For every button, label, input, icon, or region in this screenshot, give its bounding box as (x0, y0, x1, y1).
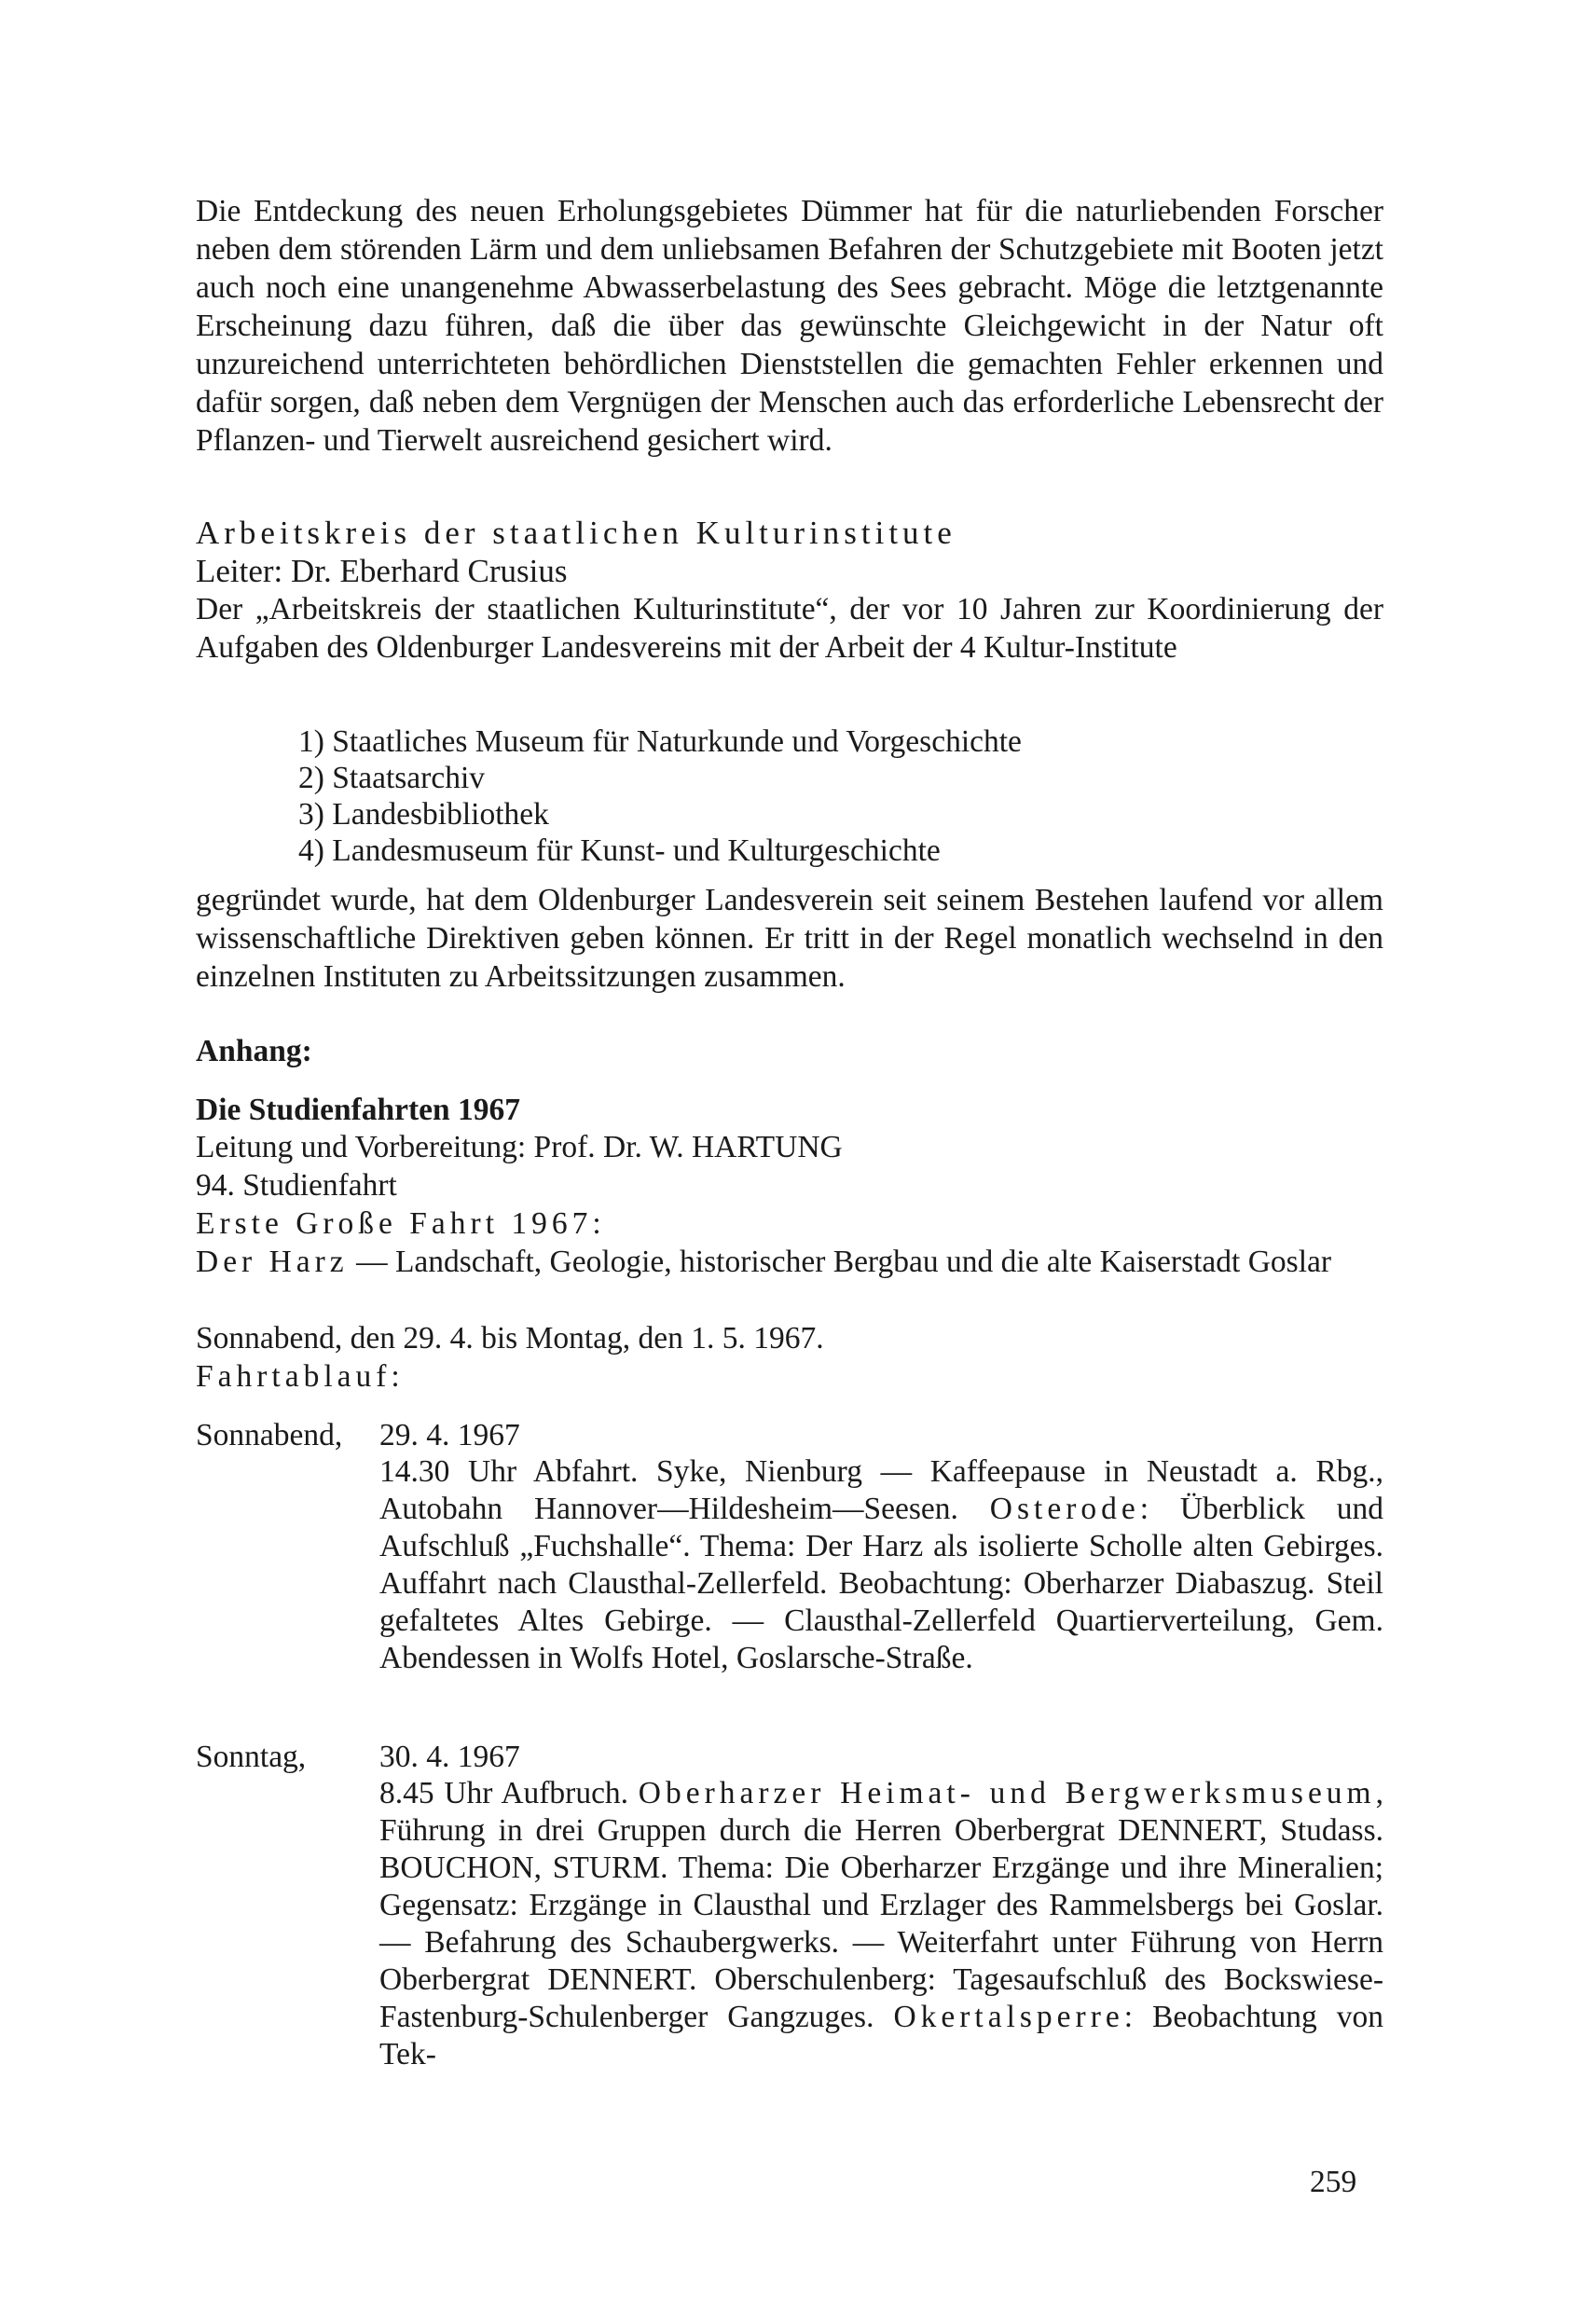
schedule-date-2: 30. 4. 1967 (379, 1740, 520, 1774)
list-item: 1) Staatliches Museum für Naturkunde und Vorgeschichte (298, 724, 1022, 759)
intro-paragraph: Die Entdeckung des neuen Erholungsgebietes Dümmer hat für die naturliebenden Forscher neben dem störenden Lärm und dem unliebsamen Befahren der Schutzgebiete mit Booten jetzt auch noch eine unangenehme Abwasserbelastung des Sees gebracht. Möge die letztgenannte Erscheinung dazu führen, daß die über das gewünschte Gleichgewicht in der Natur oft unzureichend unterrichteten behördlichen Dienststellen die gemachten Fehler erkennen und dafür sorgen, daß neben dem Vergnügen der Menschen auch das erforderliche Lebensrecht der Pflanzen- und Tierwelt ausreichend gesichert wird. (196, 194, 1383, 458)
section-leader: Leiter: Dr. Eberhard Crusius (196, 553, 568, 589)
place-name: Osterode (989, 1492, 1140, 1526)
appendix-title: Die Studienfahrten 1967 (196, 1093, 521, 1127)
place-name: Okertalsperre (893, 2000, 1124, 2034)
list-item: 3) Landesbibliothek (298, 797, 549, 832)
schedule-date-1: 29. 4. 1967 (379, 1418, 520, 1452)
list-item: 2) Staatsarchiv (298, 761, 486, 795)
schedule-text-part: : Beobachtung von Tek- (379, 2000, 1383, 2071)
schedule-text-1 (379, 1453, 1383, 1677)
place-name: Oberharzer Heimat- und Bergwerksmuseum (638, 1776, 1376, 1810)
schedule-text-part: 14.30 Uhr Abfahrt. Syke, Nienburg — Kaffeepause in Neustadt a. Rbg., Autobahn Hannover—Hildesheim—Seesen. (379, 1454, 1383, 1526)
schedule-text-part: : Überblick und Aufschluß „Fuchshalle“. Thema: Der Harz als isolierte Scholle alten Gebirges. Auffahrt nach Clausthal-Zellerfeld. Beobachtung: Oberharzer Diabaszug. Steil gefaltetes Altes Gebirge. — Clausthal-Zellerfeld Quartierverteilung, Gem. Abendessen in Wolfs Hotel, Goslarsche-Straße. (379, 1492, 1383, 1675)
schedule-label: Fahrtablauf: (196, 1359, 405, 1394)
appendix-heading: Anhang: (196, 1034, 312, 1068)
trip-title-place: Der Harz (196, 1245, 349, 1279)
trip-dates: Sonnabend, den 29. 4. bis Montag, den 1. 5. 1967. (196, 1321, 824, 1356)
section-heading: Arbeitskreis der staatlichen Kulturinstitute (196, 515, 956, 551)
trip-label: Erste Große Fahrt 1967: (196, 1206, 606, 1241)
schedule-text-2 (379, 1775, 1383, 2073)
schedule-day-1: Sonnabend, (196, 1418, 343, 1452)
schedule-text-part: 8.45 Uhr Aufbruch. (379, 1776, 639, 1810)
trip-number: 94. Studienfahrt (196, 1168, 397, 1203)
page-number: 259 (1310, 2165, 1357, 2199)
schedule-day-2: Sonntag, (196, 1740, 307, 1774)
trip-title (196, 1243, 1383, 1281)
institute-list (298, 723, 1022, 869)
appendix-lead: Leitung und Vorbereitung: Prof. Dr. W. HARTUNG (196, 1130, 843, 1164)
section-outro: gegründet wurde, hat dem Oldenburger Landesverein seit seinem Bestehen laufend vor allem wissenschaftliche Direktiven geben können. Er tritt in der Regel monatlich wechselnd in den einzelnen Instituten zu Arbeitssitzungen zusammen. (196, 883, 1383, 994)
trip-title-rest: — Landschaft, Geologie, historischer Bergbau und die alte Kaiserstadt Goslar (348, 1245, 1332, 1279)
list-item: 4) Landesmuseum für Kunst- und Kulturgeschichte (298, 833, 941, 868)
schedule-text-part: , Führung in drei Gruppen durch die Herren Oberbergrat DENNERT, Studass. BOUCHON, STURM. Thema: Die Oberharzer Erzgänge und ihre Mineralien; Gegensatz: Erzgänge in Clausthal und Erzlager des Rammelsbergs bei Goslar. — Befahrung des Schaubergwerks. — Weiterfahrt unter Führung von Herrn Oberbergrat DENNERT. Oberschulenberg: Tagesaufschluß des Bockswiese-Fastenburg-Schulenberger Gangzuges. (379, 1776, 1383, 2034)
section-intro: Der „Arbeitskreis der staatlichen Kulturinstitute“, der vor 10 Jahren zur Koordinierung der Aufgaben des Oldenburger Landesvereins mit der Arbeit der 4 Kultur-Institute (196, 592, 1383, 665)
